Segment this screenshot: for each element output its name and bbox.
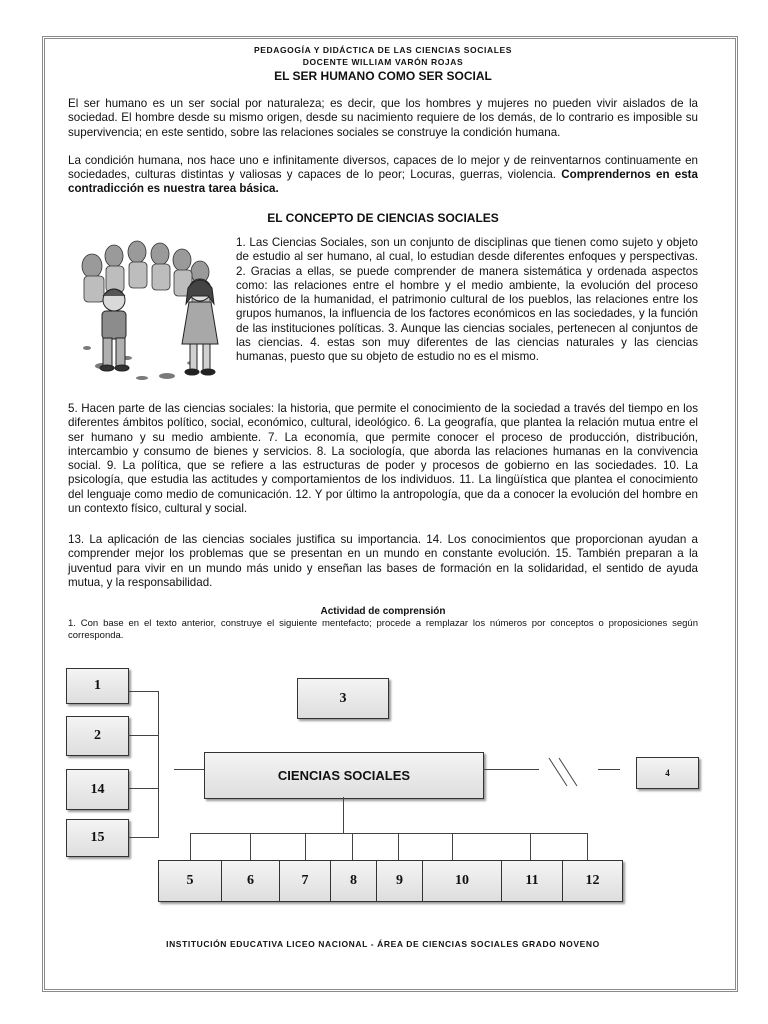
connector (158, 691, 159, 838)
course-title: PEDAGOGÍA Y DIDÁCTICA DE LAS CIENCIAS SOCIALES (253, 45, 513, 55)
left-box-1: 1 (66, 668, 129, 704)
concept-paragraph-2: 5. Hacen parte de las ciencias sociales: la historia, que permite el conocimiento de la sociedad a través del tiempo en los diferentes ámbitos político, social, económico, cultural, ideológico. 6. La geografía, que plantea la relación mutua entre el ser humano y su medio ambiente. 7. La economía, que permite conocer el proceso de producción, distribución, intercambio y consumo de bienes y servicios. 8. La sociología, que aborda las relaciones humanas en la convivencia social. 9. La política, que se refiere a las estructuras de poder y procesos de gobierno en las sociedades. 10. La psicología, que estudia las actitudes y comportamientos de los individuos. 11. La lingüística que plantea el conocimiento del lenguaje como medio de comunicación. 12. Y por último la antropología, que da a conocer la evolución del hombre en un contexto físico, cultural y social. (68, 402, 698, 516)
bottom-box-12: 12 (585, 873, 600, 888)
activity-title: Actividad de comprensión (320, 606, 446, 617)
concept-paragraph-3: 13. La aplicación de las ciencias sociales justifica su importancia. 14. Los conocimientos que proporcionan ayudan a comprender mejor los problemas que se presentan en un mundo en constante evolución. 15. También preparan a la juventud para vivir en un mundo más unido y enseñan las bases de formación en la solidaridad, el sentido de ayuda mutua, y la responsabilidad. (68, 533, 698, 589)
connector (128, 788, 158, 789)
activity-section (68, 606, 698, 642)
activity-instructions: 1. Con base en el texto anterior, construye el siguiente mentefacto; procede a remplazar los números por conceptos o proposiciones según corresponda. (68, 618, 698, 641)
intro-section (68, 97, 698, 197)
bottom-row (158, 860, 623, 902)
intro-paragraph-1: El ser humano es un ser social por naturaleza; es decir, que los hombres y mujeres no pueden vivir aislados de la sociedad. El hombre desde su mismo origen, desde su nacimiento requiere de los demás, de lo contrario es imposible su supervivencia; en este sentido, sobre las relaciones sociales se construye la condición humana. (68, 97, 698, 139)
connector (128, 837, 158, 838)
connector (452, 833, 453, 860)
concept-title: EL CONCEPTO DE CIENCIAS SOCIALES (267, 211, 499, 225)
center-box: CIENCIAS SOCIALES (204, 752, 484, 799)
header (68, 44, 698, 83)
concept-paragraph-3-wrap (68, 533, 698, 590)
left-box-2: 2 (66, 716, 129, 756)
connector (587, 833, 588, 860)
concept-paragraph-1-wrap (236, 236, 698, 365)
concept-paragraph-2-wrap (68, 402, 698, 516)
connector (305, 833, 306, 860)
concept-section-title (68, 211, 698, 225)
right-box-4: 4 (636, 757, 699, 789)
bottom-box-9: 9 (377, 861, 423, 901)
connector (343, 797, 344, 833)
left-box-15: 15 (66, 819, 129, 857)
top-box-3: 3 (297, 678, 389, 719)
bottom-box-10: 10 (423, 861, 502, 901)
connector (398, 833, 399, 860)
connector (483, 769, 539, 770)
footer: INSTITUCIÓN EDUCATIVA LICEO NACIONAL - ÁREA DE CIENCIAS SOCIALES GRADO NOVENO (166, 939, 600, 949)
exclusion-slashes-icon (545, 756, 585, 788)
connector (128, 691, 158, 692)
bottom-box-8: 8 (331, 861, 377, 901)
bottom-box-7: 7 (280, 861, 331, 901)
teacher-name: DOCENTE WILLIAM VARÓN ROJAS (302, 57, 464, 67)
connector (128, 735, 158, 736)
bottom-box-5: 5 (159, 861, 222, 901)
connector (190, 833, 191, 860)
concept-paragraph-1: 1. Las Ciencias Sociales, son un conjunto de disciplinas que tienen como sujeto y objeto de estudio al ser humano, al cual, lo estudian desde diferentes enfoques y perspectivas. 2. Gracias a ellas, se puede comprender de manera sistemática y ordenada aspectos como: las relaciones entre el hombre y el medio ambiente, la evolución del proceso histórico de la humanidad, el patrimonio cultural de los pueblos, las relaciones entre los grupos humanos, la influencia de los factores económicos en las sociedades, y la función de las instituciones políticas. 3. Aunque las ciencias sociales, pertenecen al conjuntos de las ciencias. 4. estas son muy diferentes de las ciencias naturales y las ciencias humanas, puesto que su objeto de estudio no es el mismo. (236, 236, 698, 364)
children-playing-illustration (72, 238, 227, 386)
bottom-box-6: 6 (222, 861, 280, 901)
intro-paragraph-2: La condición humana, nos hace uno e infinitamente diversos, capaces de lo mejor y de reinventarnos continuamente en sociedades, culturas distintas y valiosas y capaces de lo peor; Locuras, guerras, violencia. Comprendernos en esta contradicción es nuestra tarea básica. (68, 153, 698, 196)
connector (250, 833, 251, 860)
document-title: EL SER HUMANO COMO SER SOCIAL (274, 69, 492, 83)
connector (598, 769, 620, 770)
bottom-box-11: 11 (502, 861, 563, 901)
left-box-14: 14 (66, 769, 129, 810)
connector (352, 833, 353, 860)
connector (530, 833, 531, 860)
connector (174, 769, 204, 770)
